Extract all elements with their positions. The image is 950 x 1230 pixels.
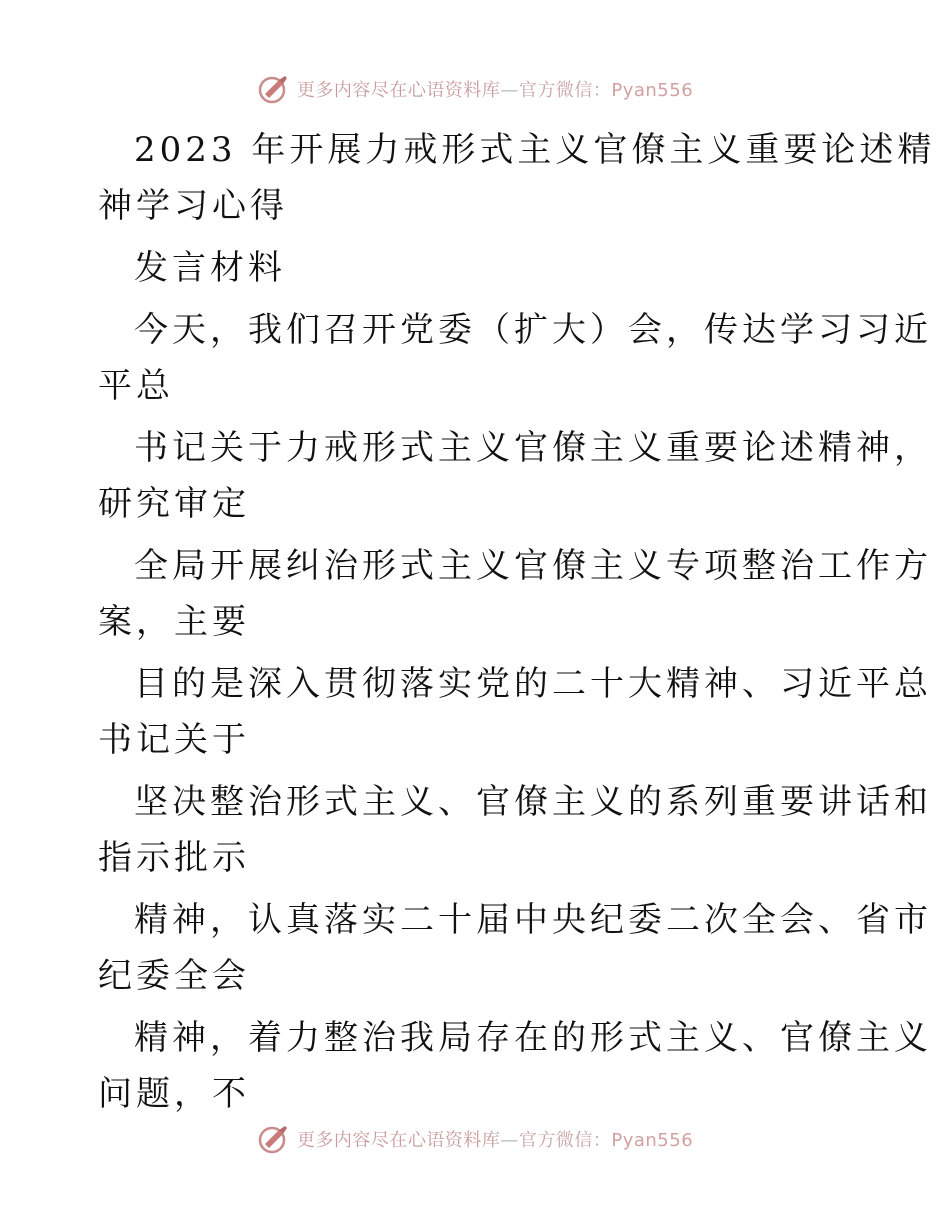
doc-line: 问题，不: [98, 1074, 250, 1114]
document-body: [98, 122, 936, 1122]
watermark-separator: —: [500, 1130, 519, 1151]
footer-watermark: [0, 1122, 950, 1156]
logo-icon: [257, 1122, 291, 1156]
doc-line: 目的是深入贯彻落实党的二十大精神、习近平总: [134, 664, 932, 704]
doc-line: 精神，认真落实二十届中央纪委二次全会、省市: [134, 900, 932, 940]
doc-line: 神学习心得: [98, 186, 288, 226]
doc-line: 精神，着力整治我局存在的形式主义、官僚主义: [134, 1018, 932, 1058]
doc-line: 书记关于力戒形式主义官僚主义重要论述精神，: [134, 428, 932, 468]
header-watermark: [0, 72, 950, 106]
logo-icon: [257, 72, 291, 106]
doc-line: 案，主要: [98, 602, 250, 642]
watermark-label: 官方微信：: [518, 1130, 612, 1151]
watermark-handle: Pyan556: [611, 1130, 694, 1151]
watermark-brand: 更多内容尽在心语资料库: [296, 1130, 501, 1151]
doc-line: 指示批示: [98, 838, 250, 878]
doc-line: 平总: [98, 366, 174, 406]
doc-line: 研究审定: [98, 484, 250, 524]
doc-line: 发言材料: [134, 248, 286, 288]
doc-line: 纪委全会: [98, 956, 250, 996]
watermark-brand: 更多内容尽在心语资料库: [296, 80, 501, 101]
doc-line: 今天，我们召开党委（扩大）会，传达学习习近: [134, 310, 932, 350]
doc-line: 全局开展纠治形式主义官僚主义专项整治工作方: [134, 546, 932, 586]
doc-line: 书记关于: [98, 720, 250, 760]
doc-line: 坚决整治形式主义、官僚主义的系列重要讲话和: [134, 782, 932, 822]
watermark-text: [297, 76, 693, 102]
watermark-separator: —: [500, 80, 519, 101]
watermark-label: 官方微信：: [518, 80, 612, 101]
watermark-handle: Pyan556: [611, 80, 694, 101]
doc-line: 2023 年开展力戒形式主义官僚主义重要论述精: [134, 130, 936, 170]
watermark-text: [297, 1126, 693, 1152]
